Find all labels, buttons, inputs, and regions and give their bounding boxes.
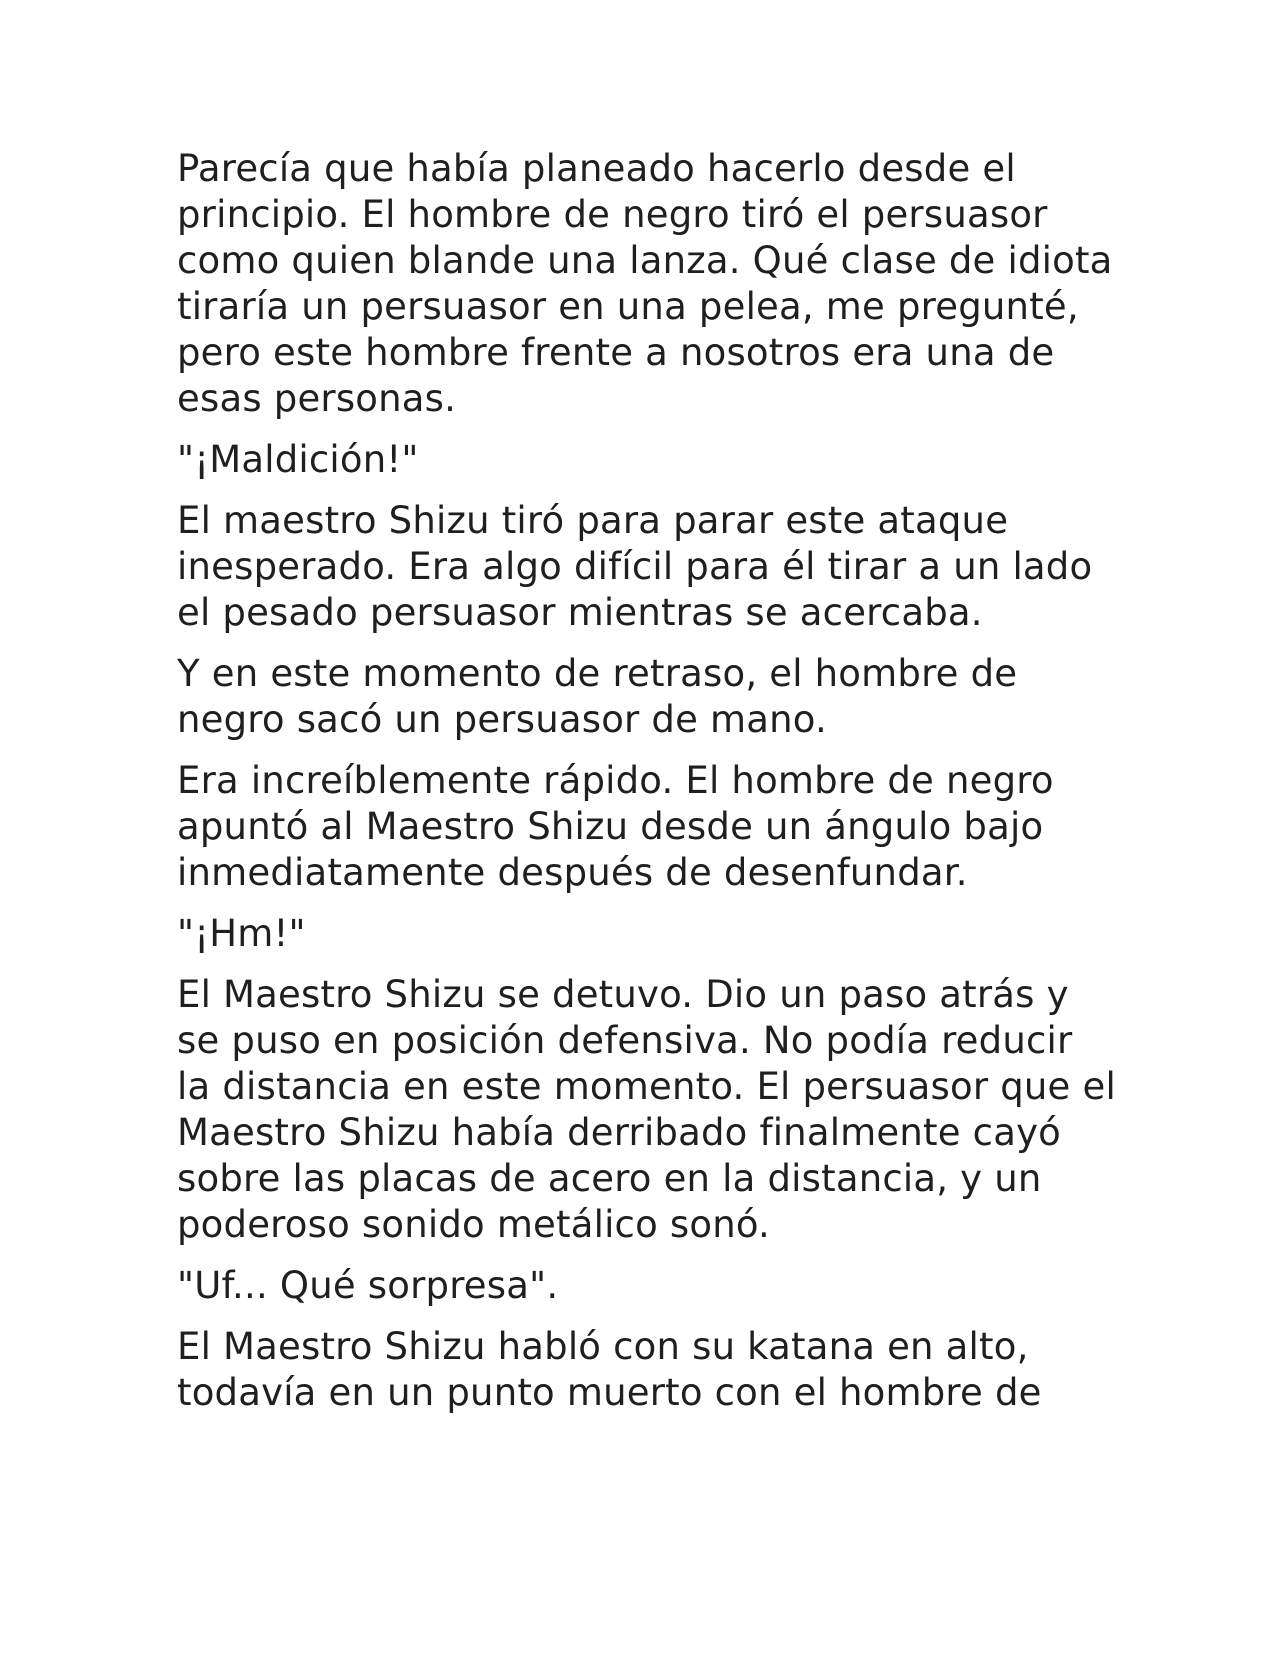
paragraph-6: El Maestro Shizu habló con su katana en alto, todavía en un punto muerto con el hombre de xyxy=(177,1325,1042,1414)
paragraph-4: Era increíblemente rápido. El hombre de negro apuntó al Maestro Shizu desde un ángulo bajo inmediatamente después de desenfundar. xyxy=(177,759,1054,894)
paragraph-1: Parecía que había planeado hacerlo desde el principio. El hombre de negro tiró el persuasor como quien blande una lanza. Qué clase de idiota tiraría un persuasor en una pelea, me pregunté, pero este hombre frente a nosotros era una de esas personas. xyxy=(177,147,1113,420)
text-body xyxy=(177,146,1117,1431)
paragraph-5: El Maestro Shizu se detuvo. Dio un paso atrás y se puso en posición defensiva. No podía reducir la distancia en este momento. El persuasor que el Maestro Shizu había derribado finalmente cayó sobre las placas de acero en la distancia, y un poderoso sonido metálico sonó. xyxy=(177,973,1116,1246)
paragraph-3: Y en este momento de retraso, el hombre de negro sacó un persuasor de mano. xyxy=(177,652,1018,741)
dialogue-maldicion: "¡Maldición!" xyxy=(177,438,419,481)
dialogue-hm: "¡Hm!" xyxy=(177,912,306,955)
paragraph-2: El maestro Shizu tiró para parar este ataque inesperado. Era algo difícil para él tirar a un lado el pesado persuasor mientras se acercaba. xyxy=(177,499,1093,634)
dialogue-uf: "Uf... Qué sorpresa". xyxy=(177,1264,559,1307)
